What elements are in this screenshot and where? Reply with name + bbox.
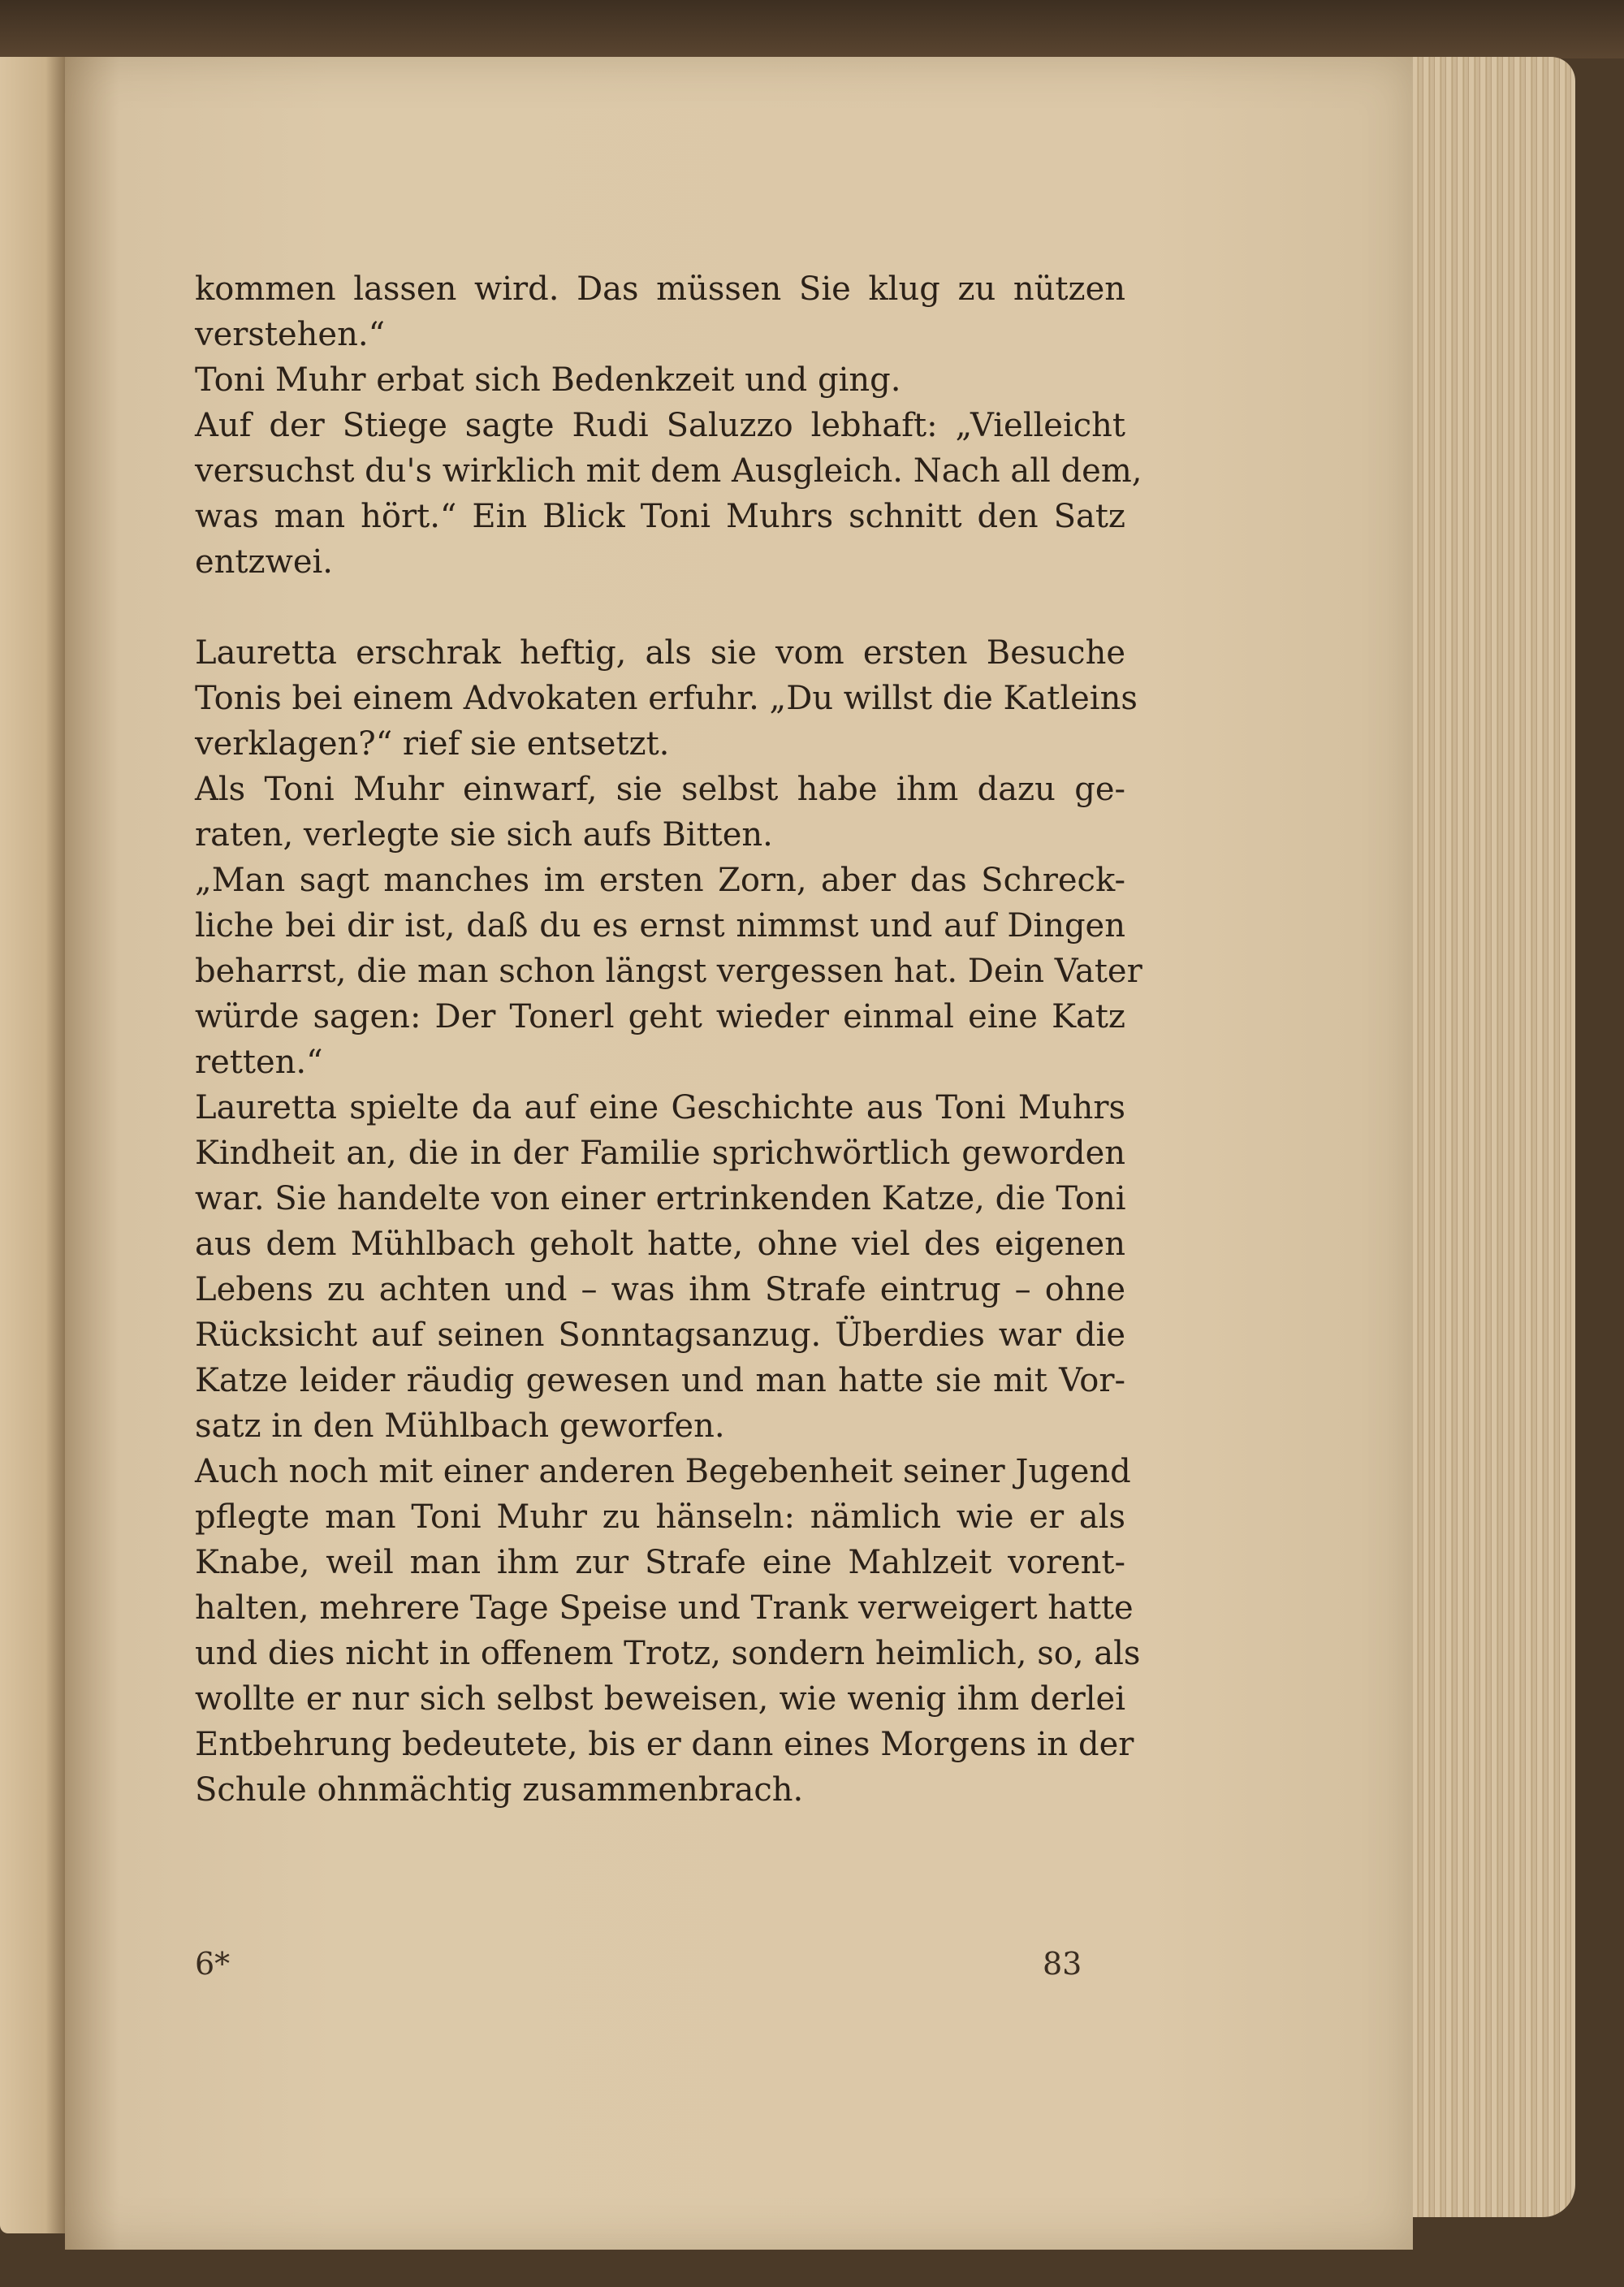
text-line: Lauretta erschrak heftig, als sie vom ersten Besuche — [195, 634, 1125, 672]
text-line: Toni Muhr erbat sich Bedenkzeit und ging. — [195, 361, 901, 399]
text-line: Knabe, weil man ihm zur Strafe eine Mahlzeit vorent- — [195, 1544, 1125, 1581]
text-line: raten, verlegte sie sich aufs Bitten. — [195, 816, 773, 854]
text-line: entzwei. — [195, 543, 333, 581]
text-line: Auf der Stiege sagte Rudi Saluzzo lebhaft: „Vielleicht — [195, 407, 1125, 444]
text-line: Als Toni Muhr einwarf, sie selbst habe ihm dazu ge- — [195, 771, 1125, 808]
text-line: pflegte man Toni Muhr zu hänseln: nämlich wie er als — [195, 1498, 1125, 1536]
text-line: verstehen.“ — [195, 316, 386, 353]
signature-mark: 6* — [195, 1946, 231, 1982]
section-break — [195, 585, 1125, 630]
text-line: „Man sagt manches im ersten Zorn, aber das Schreck- — [195, 862, 1125, 899]
text-line: halten, mehrere Tage Speise und Trank verweigert hatte — [195, 1589, 1134, 1627]
text-line: retten.“ — [195, 1044, 323, 1081]
text-line: Lauretta spielte da auf eine Geschichte aus Toni Muhrs — [195, 1089, 1125, 1126]
text-line: und dies nicht in offenem Trotz, sondern heimlich, so, als — [195, 1635, 1141, 1672]
text-line: Tonis bei einem Advokaten erfuhr. „Du willst die Katleins — [195, 680, 1138, 717]
page-text — [195, 266, 1142, 1813]
text-line: war. Sie handelte von einer ertrinkenden Katze, die Toni — [195, 1180, 1126, 1217]
text-line: Auch noch mit einer anderen Begebenheit seiner Jugend — [195, 1453, 1131, 1490]
text-line: Kindheit an, die in der Familie sprichwörtlich geworden — [195, 1135, 1125, 1172]
text-line: versuchst du's wirklich mit dem Ausgleich. Nach all dem, — [195, 452, 1142, 490]
text-line: was man hört.“ Ein Blick Toni Muhrs schnitt den Satz — [195, 498, 1125, 535]
text-line: liche bei dir ist, daß du es ernst nimmst und auf Dingen — [195, 907, 1125, 945]
text-line: aus dem Mühlbach geholt hatte, ohne viel des eigenen — [195, 1226, 1125, 1263]
text-line: Lebens zu achten und – was ihm Strafe eintrug – ohne — [195, 1271, 1125, 1308]
page-number: 83 — [1043, 1946, 1082, 1982]
text-line: Katze leider räudig gewesen und man hatte sie mit Vor- — [195, 1362, 1125, 1399]
text-line: Entbehrung bedeutete, bis er dann eines Morgens in der — [195, 1726, 1134, 1763]
text-line: Rücksicht auf seinen Sonntagsanzug. Überdies war die — [195, 1316, 1125, 1354]
text-line: Schule ohnmächtig zusammenbrach. — [195, 1771, 804, 1809]
text-line: wollte er nur sich selbst beweisen, wie wenig ihm derlei — [195, 1680, 1125, 1718]
previous-page-edge — [0, 57, 65, 2233]
text-line: kommen lassen wird. Das müssen Sie klug zu nützen — [195, 270, 1125, 308]
book-cover-top — [0, 0, 1624, 58]
text-line: beharrst, die man schon längst vergessen hat. Dein Vater — [195, 953, 1142, 990]
text-line: verklagen?“ rief sie entsetzt. — [195, 725, 670, 763]
book-page-edges — [1401, 57, 1575, 2217]
text-line: würde sagen: Der Tonerl geht wieder einmal eine Katz — [195, 998, 1125, 1035]
text-line: satz in den Mühlbach geworfen. — [195, 1407, 725, 1445]
